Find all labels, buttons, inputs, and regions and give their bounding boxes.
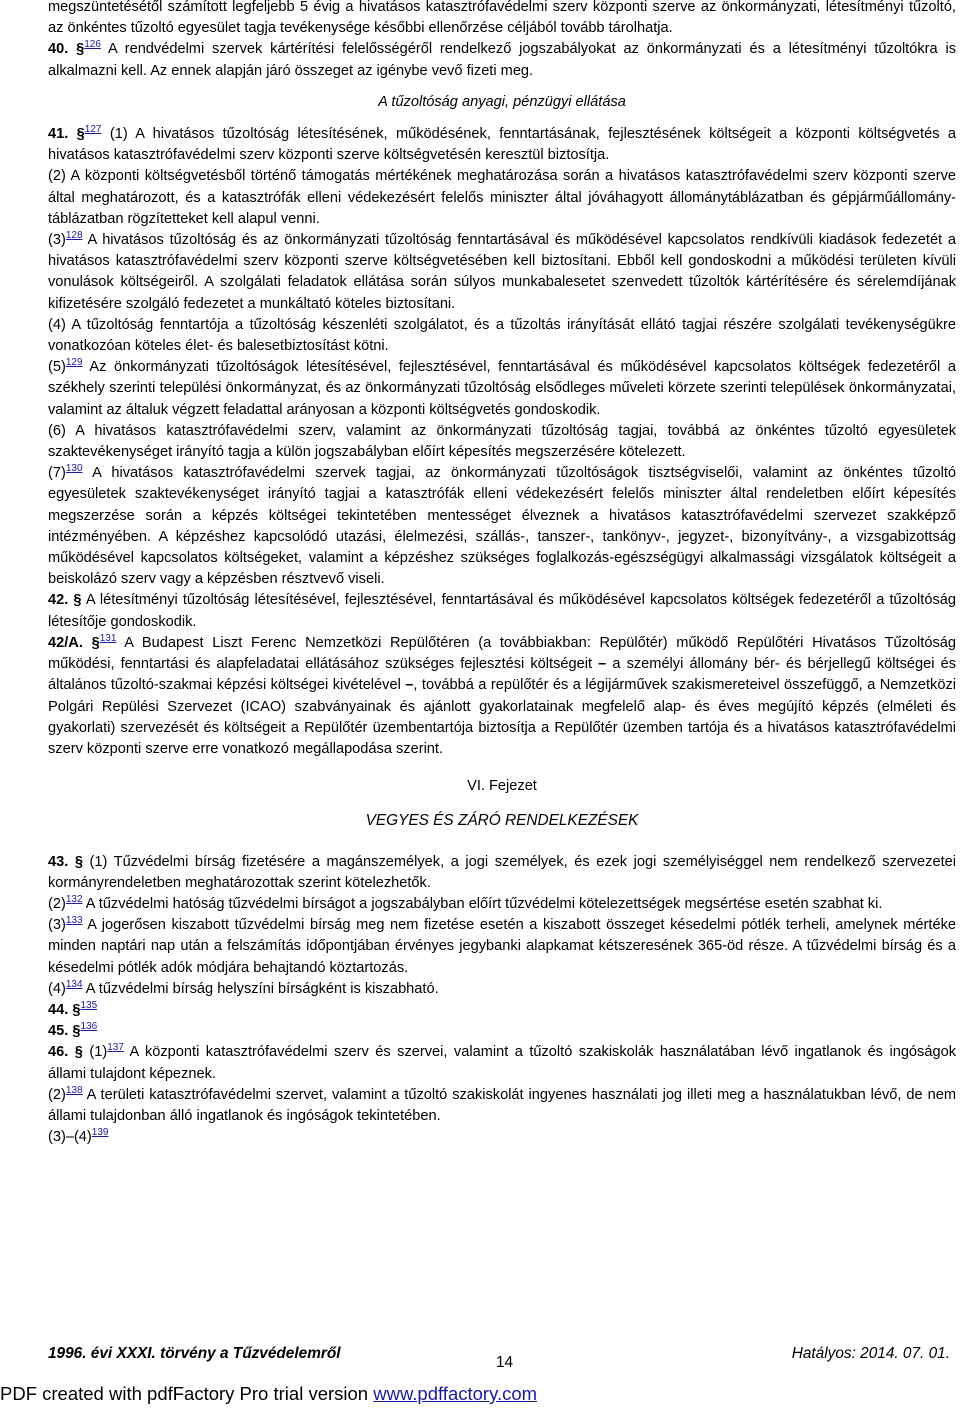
footnote-link[interactable]: 128 xyxy=(65,230,83,242)
footnote-link[interactable]: 136 xyxy=(80,1021,98,1033)
text-run: A területi katasztrófavédelmi szervet, valamint a tűzoltó szakiskolát ingyenes használati jog illeti meg a használatukban lévő, de nem állami tulajdonban álló ingatlanok és ingóságok tekintetében. xyxy=(48,1086,956,1124)
bold-text: 42. xyxy=(48,592,74,609)
bold-text: 45. xyxy=(48,1023,73,1040)
paragraph xyxy=(48,633,956,760)
paragraph xyxy=(48,979,956,1000)
footnote-ref[interactable] xyxy=(66,354,83,368)
paragraph-group-1 xyxy=(48,0,956,82)
footnote-ref[interactable] xyxy=(85,121,102,135)
pdf-trial-banner xyxy=(0,1383,537,1404)
section-subheading: A tűzoltóság anyagi, pénzügyi ellátása xyxy=(378,93,626,110)
paragraph xyxy=(48,1021,956,1042)
text-run: Az önkormányzati tűzoltóságok létesítésével, fejlesztésével, fenntartásával és működésével kapcsolatos költségek fedezetéről a székhely szerinti települési önkormányzat, és az önkormányzati tűzoltóság elsődleges műveleti körzete szerinti települések önkormányzatai, valamint az általuk végzett feladattal arányosan a központi költségvetés gondoskodik. xyxy=(48,359,956,418)
text-run: (2) xyxy=(48,1086,66,1103)
text-run: A rendvédelmi szervek kártérítési felelősségéről rendelkező jogszabályokat az önkormányzati és a létesítményi tűzoltókra is alkalmazni kell. Az ennek alapján járó összeget az igénybe vevő fizeti meg. xyxy=(48,41,956,79)
footnote-link[interactable]: 137 xyxy=(107,1042,124,1054)
footnote-ref[interactable] xyxy=(80,1018,97,1032)
bold-text: – xyxy=(405,677,414,694)
text-run: A Budapest Liszt Ferenc Nemzetközi Repülőtéren (a továbbiakban: Repülőtér) működő Repülőtéri Hivatásos Tűzoltóság működési, fenntartási és alapfeladatai ellátásához szükséges fejlesztési költségeit xyxy=(48,634,957,673)
footnote-ref[interactable] xyxy=(66,976,83,990)
paragraph xyxy=(48,421,956,463)
footnote-link[interactable]: 133 xyxy=(65,915,83,927)
bold-text: § xyxy=(76,126,85,143)
text-run: A létesítményi tűzoltóság létesítésével, fejlesztésével, fenntartásával és működésével kapcsolatos költségek fedezetéről a tűzoltóság létesítője gondoskodik. xyxy=(48,592,957,630)
bold-text: 42/A. xyxy=(48,634,92,651)
text-run: A központi katasztrófavédelmi szerv és szervei, valamint a tűzoltó szakiskolák használatában lévő ingatlanok és ingóságok állami tulajdont képeznek. xyxy=(48,1044,956,1082)
footnote-link[interactable]: 131 xyxy=(99,632,117,644)
footnote-ref[interactable] xyxy=(107,1039,124,1053)
paragraph-group-2 xyxy=(48,124,956,760)
paragraph xyxy=(48,0,956,39)
footnote-ref[interactable] xyxy=(80,997,97,1011)
pdf-banner-link[interactable]: www.pdffactory.com xyxy=(373,1383,538,1404)
paragraph-group-3 xyxy=(48,852,956,1149)
text-run: A hivatásos katasztrófavédelmi szervek tagjai, az önkormányzati tűzoltóságok tisztségviselői, valamint az önkéntes tűzoltó egyesületek szaktevékenységet irányító tagjai a katasztrófák elleni védekezésért felelős miniszter által rendeletben előírt képesítés megszerzése során a képzés költségei tekintetében mentességet élveznek a hivatásos katasztrófavédelmi szervezet szakképző intézményében. A képzéshez kapcsolódó utazási, élelmezési, szállás-, tanszer-, tankönyv-, jegyzet-, bizonyítvány-, a vizsgabizottság működésével kapcsolatos költségeket, valamint a képzéshez szükséges foglalkozás-egészségügyi alkalmassági vizsgálatok költségeit a beiskolázó szerv vagy a képzésben résztvevő viseli. xyxy=(48,465,956,588)
text-run: a személyi állomány bér- és bérjellegű költségei és általános tűzoltó-szakmai képzési költségei kivételével xyxy=(48,656,956,694)
footnote-ref[interactable] xyxy=(84,36,101,50)
text-run: (1) A hivatásos tűzoltóság létesítésének, működésének, fenntartásának, fejlesztésének költségeit a központi költségvetés a hivatásos katasztrófavédelmi szerv központi szerve költségvetésén keresztül biztosítja. xyxy=(48,126,956,164)
bold-text: § xyxy=(74,853,83,870)
paragraph xyxy=(48,230,956,315)
footnote-link[interactable]: 130 xyxy=(65,463,83,475)
text-run: A jogerősen kiszabott tűzvédelmi bírság meg nem fizetése esetén a kiszabott összeget késedelmi pótlék terheli, amelynek mértéke minden naptári nap után a felszámítás időpontjában érvényes jegybanki alapkamat kétszeresének 365-öd része. A tűzvédelmi bírság és a késedelmi pótlék adók módjára behajtandó köztartozás. xyxy=(48,917,956,976)
text-run: A tűzvédelmi bírság helyszíni bírságként is kiszabható. xyxy=(82,980,439,997)
text-run: A tűzvédelmi hatóság tűzvédelmi bírságot a jogszabályban előírt tűzvédelmi kötelezettségek megsértése esetén szabhat ki. xyxy=(82,895,883,912)
text-run: (1) Tűzvédelmi bírság fizetésére a magánszemélyek, a jogi személyek, és ezek jogi személyiséggel nem rendelkező szervezetei kormányrendeletben meghatározottak szerint kötelezhetők. xyxy=(48,853,956,891)
text-run: (3)–(4) xyxy=(48,1129,92,1146)
text-run: , továbbá a repülőtér és a légijárművek szakismereteivel összefüggő, a Nemzetközi Polgári Repülési Szervezet (ICAO) szabványainak és ajánlott gyakorlatainak megfelelő alap- és éves megújító képzés (elméleti és gyakorlati) szervezését és költségeit a Repülőtér üzembentartója biztosítja a Repülőtér üzemben tartója és a hivatásos katasztrófavédelmi szerv központi szerve erre vonatkozó megállapodása szerint. xyxy=(48,677,956,757)
page-number: 14 xyxy=(496,1354,514,1371)
page-footer xyxy=(48,1340,956,1370)
footnote-link[interactable]: 134 xyxy=(65,978,83,990)
bold-text: § xyxy=(74,1044,83,1061)
footnote-ref[interactable] xyxy=(66,1082,83,1096)
paragraph xyxy=(48,1127,956,1148)
pdf-banner-text: PDF created with pdfFactory Pro trial version xyxy=(0,1383,374,1404)
text-run: (7) xyxy=(48,465,66,482)
bold-text: § xyxy=(72,1023,81,1040)
text-run: (2) A központi költségvetésből történő támogatás mértékének meghatározása során a hivatásos katasztrófavédelmi szerv központi szerve által meghatározott, és a katasztrófák elleni védekezésért felelős miniszter által jóváhagyott állománytáblázatban és gépjárműállomány-táblázatban rögzítetteket kell alapul venni. xyxy=(48,168,956,227)
bold-text: 46. xyxy=(48,1044,75,1061)
footnote-link[interactable]: 132 xyxy=(65,893,83,905)
paragraph xyxy=(48,852,956,894)
paragraph xyxy=(48,315,956,357)
document-body xyxy=(48,0,956,1148)
paragraph xyxy=(48,39,956,81)
chapter-number: VI. Fejezet xyxy=(467,778,537,795)
bold-text: 44. xyxy=(48,1001,73,1018)
text-run: (4) xyxy=(48,980,66,997)
footnote-link[interactable]: 126 xyxy=(84,39,101,51)
chapter-title: VEGYES ÉS ZÁRÓ RENDELKEZÉSEK xyxy=(365,812,639,830)
paragraph xyxy=(48,1085,956,1127)
paragraph xyxy=(48,1042,956,1084)
paragraph xyxy=(48,166,956,230)
bold-text: 43. xyxy=(48,853,75,870)
text-run: (2) xyxy=(48,895,66,912)
footer-law-title: 1996. évi XXXI. törvény a Tűzvédelemről xyxy=(48,1345,341,1362)
footnote-link[interactable]: 129 xyxy=(65,357,83,369)
bold-text: § xyxy=(73,592,82,609)
text-run: (3) xyxy=(48,232,66,249)
footnote-link[interactable]: 138 xyxy=(65,1084,83,1096)
footnote-ref[interactable] xyxy=(66,227,83,241)
footnote-ref[interactable] xyxy=(100,630,117,644)
bold-text: § xyxy=(91,634,100,651)
footnote-link[interactable]: 139 xyxy=(91,1127,109,1139)
bold-text: 41. xyxy=(48,126,77,143)
paragraph xyxy=(48,915,956,979)
paragraph xyxy=(48,1000,956,1021)
footnote-ref[interactable] xyxy=(92,1124,109,1138)
bold-text: – xyxy=(598,656,607,673)
footnote-ref[interactable] xyxy=(66,891,83,905)
paragraph xyxy=(48,894,956,915)
text-run: megszüntetésétől számított legfeljebb 5 évig a hivatásos katasztrófavédelmi szerv központi szerve az önkormányzati, létesítményi tűzoltó, az önkéntes tűzoltó egyesület tagja tevékenysége későbbi ellenőrzése céljából tovább tárolhatja. xyxy=(48,0,956,37)
bold-text: 40. xyxy=(48,41,77,58)
text-run: (4) A tűzoltóság fenntartója a tűzoltóság készenléti szolgálatot, és a tűzoltás irányítását ellátó tagjai részére szolgálati tevékenységükre vonatkozóan köteles élet- és balesetbiztosítást kötni. xyxy=(48,316,956,355)
text-run: (1) xyxy=(82,1044,108,1061)
paragraph xyxy=(48,463,956,590)
footnote-link[interactable]: 127 xyxy=(84,124,102,136)
paragraph xyxy=(48,357,956,421)
paragraph xyxy=(48,124,956,166)
text-run: A hivatásos tűzoltóság és az önkormányzati tűzoltóság fenntartásával és működésével kapcsolatos rendkívüli kiadások fedezetét a hivatásos katasztrófavédelmi szerv központi szerve költségvetésében kell biztosítani. Ebből kell gondoskodni a működési területen kívüli vonulások költségeiről. A szolgálati feladatok ellátása során súlyos munkabalesetet szenvedett tűzoltók kártérítésére és sérelemdíjának kifizetésére szolgáló fedezetet a munkáltató köteles biztosítani. xyxy=(48,232,956,312)
text-run: (3) xyxy=(48,917,66,934)
footnote-ref[interactable] xyxy=(66,912,83,926)
text-run: (6) A hivatásos katasztrófavédelmi szerv, valamint az önkormányzati tűzoltóság tagjai, továbbá az önkéntes tűzoltó egyesületek szaktevékenységet irányító tagja a külön jogszabályban előírt képesítés megszerzésére kötelezett. xyxy=(48,422,956,461)
bold-text: § xyxy=(76,41,85,58)
footnote-link[interactable]: 135 xyxy=(80,999,98,1011)
footer-effective-date: Hatályos: 2014. 07. 01. xyxy=(791,1345,950,1362)
paragraph xyxy=(48,590,956,632)
bold-text: § xyxy=(72,1001,81,1018)
text-run: (5) xyxy=(48,359,66,376)
footnote-ref[interactable] xyxy=(66,460,83,474)
